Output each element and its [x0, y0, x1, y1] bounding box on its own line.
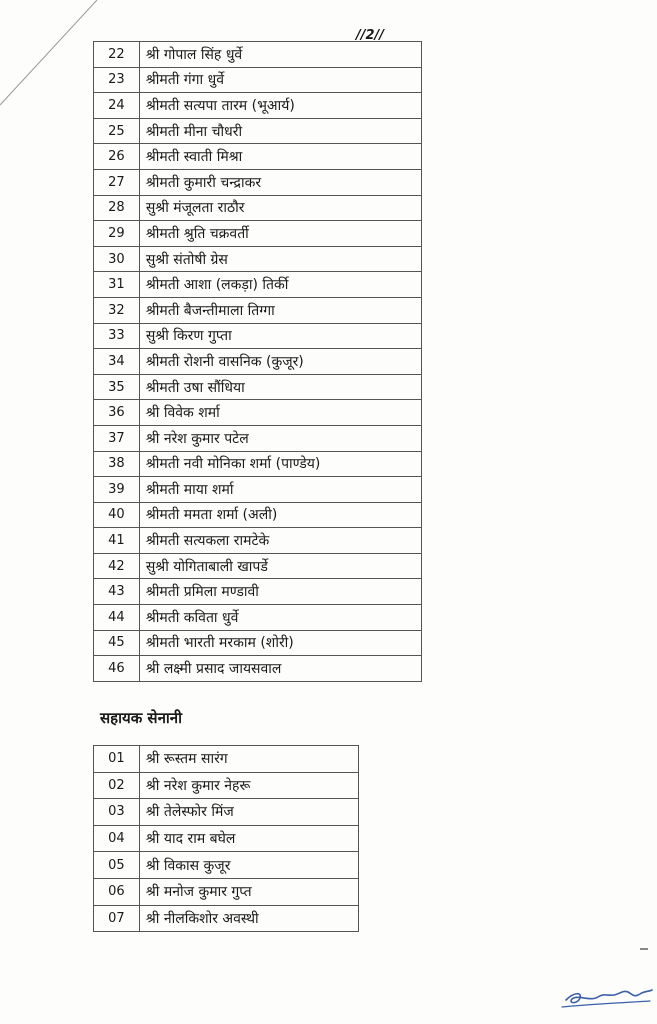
serial-number: 01 — [94, 746, 140, 773]
table-row — [94, 67, 422, 93]
table-row — [94, 323, 422, 349]
table-row — [94, 374, 422, 400]
serial-number: 06 — [94, 878, 140, 905]
serial-number: 39 — [94, 477, 140, 503]
person-name: सुश्री योगिताबाली खापर्डे — [139, 553, 421, 579]
person-name: श्री विवेक शर्मा — [139, 400, 421, 426]
table-row — [94, 905, 359, 932]
person-name: श्रीमती सत्यपा तारम (भूआर्य) — [139, 93, 421, 119]
serial-number: 34 — [94, 349, 140, 375]
table-row — [94, 169, 422, 195]
person-name: श्रीमती नवी मोनिका शर्मा (पाण्डेय) — [139, 451, 421, 477]
page-number: //2// — [356, 28, 385, 43]
person-name: श्रीमती प्रमिला मण्डावी — [139, 579, 421, 605]
page-corner-fold — [0, 0, 100, 110]
table-row — [94, 272, 422, 298]
table-row — [94, 502, 422, 528]
margin-mark — [640, 948, 648, 950]
assistant-roster-table — [93, 745, 359, 932]
person-name: श्रीमती सत्यकला रामटेके — [139, 528, 421, 554]
table-row — [94, 42, 422, 68]
person-name: श्री नीलकिशोर अवस्थी — [139, 905, 358, 932]
person-name: श्रीमती आशा (लकड़ा) तिर्की — [139, 272, 421, 298]
table-row — [94, 799, 359, 826]
serial-number: 36 — [94, 400, 140, 426]
table-row — [94, 746, 359, 773]
table-row — [94, 246, 422, 272]
table-row — [94, 93, 422, 119]
table-row — [94, 553, 422, 579]
table-row — [94, 656, 422, 682]
table-row — [94, 425, 422, 451]
table-row — [94, 825, 359, 852]
person-name: श्री विकास कुजूर — [139, 852, 358, 879]
serial-number: 46 — [94, 656, 140, 682]
person-name: श्रीमती उषा सौंधिया — [139, 374, 421, 400]
serial-number: 41 — [94, 528, 140, 554]
main-roster-table — [93, 41, 422, 682]
table-row — [94, 451, 422, 477]
person-name: श्री गोपाल सिंह धुर्वे — [139, 42, 421, 68]
table-row — [94, 579, 422, 605]
serial-number: 26 — [94, 144, 140, 170]
serial-number: 45 — [94, 630, 140, 656]
person-name: श्री याद राम बघेल — [139, 825, 358, 852]
person-name: श्रीमती माया शर्मा — [139, 477, 421, 503]
table-row — [94, 400, 422, 426]
serial-number: 33 — [94, 323, 140, 349]
person-name: सुश्री मंजूलता राठौर — [139, 195, 421, 221]
person-name: श्रीमती श्रुति चक्रवर्ती — [139, 221, 421, 247]
person-name: श्रीमती मीना चौधरी — [139, 118, 421, 144]
person-name: सुश्री संतोषी ग्रेस — [139, 246, 421, 272]
serial-number: 05 — [94, 852, 140, 879]
serial-number: 32 — [94, 297, 140, 323]
serial-number: 27 — [94, 169, 140, 195]
serial-number: 24 — [94, 93, 140, 119]
table-row — [94, 528, 422, 554]
serial-number: 31 — [94, 272, 140, 298]
person-name: श्रीमती कविता धुर्वे — [139, 605, 421, 631]
table-row — [94, 221, 422, 247]
serial-number: 04 — [94, 825, 140, 852]
table-row — [94, 195, 422, 221]
serial-number: 25 — [94, 118, 140, 144]
serial-number: 44 — [94, 605, 140, 631]
person-name: श्रीमती स्वाती मिश्रा — [139, 144, 421, 170]
serial-number: 38 — [94, 451, 140, 477]
person-name: श्री नरेश कुमार नेहरू — [139, 772, 358, 799]
table-row — [94, 349, 422, 375]
serial-number: 22 — [94, 42, 140, 68]
person-name: श्री तेलेस्फोर मिंज — [139, 799, 358, 826]
serial-number: 28 — [94, 195, 140, 221]
serial-number: 30 — [94, 246, 140, 272]
serial-number: 42 — [94, 553, 140, 579]
person-name: श्री लक्ष्मी प्रसाद जायसवाल — [139, 656, 421, 682]
serial-number: 23 — [94, 67, 140, 93]
table-row — [94, 118, 422, 144]
table-row — [94, 878, 359, 905]
person-name: श्री नरेश कुमार पटेल — [139, 425, 421, 451]
section-heading: सहायक सेनानी — [100, 709, 182, 727]
table-row — [94, 772, 359, 799]
serial-number: 29 — [94, 221, 140, 247]
serial-number: 02 — [94, 772, 140, 799]
person-name: श्रीमती ममता शर्मा (अली) — [139, 502, 421, 528]
table-row — [94, 852, 359, 879]
person-name: श्रीमती रोशनी वासनिक (कुजूर) — [139, 349, 421, 375]
person-name: श्रीमती कुमारी चन्द्राकर — [139, 169, 421, 195]
person-name: श्रीमती बैजन्तीमाला तिग्गा — [139, 297, 421, 323]
person-name: श्री मनोज कुमार गुप्त — [139, 878, 358, 905]
serial-number: 37 — [94, 425, 140, 451]
person-name: श्रीमती गंगा धुर्वे — [139, 67, 421, 93]
table-row — [94, 144, 422, 170]
person-name: सुश्री किरण गुप्ता — [139, 323, 421, 349]
serial-number: 43 — [94, 579, 140, 605]
signature — [560, 980, 655, 1010]
person-name: श्रीमती भारती मरकाम (शोरी) — [139, 630, 421, 656]
serial-number: 40 — [94, 502, 140, 528]
table-row — [94, 477, 422, 503]
serial-number: 35 — [94, 374, 140, 400]
person-name: श्री रूस्तम सारंग — [139, 746, 358, 773]
table-row — [94, 630, 422, 656]
table-row — [94, 605, 422, 631]
serial-number: 07 — [94, 905, 140, 932]
table-row — [94, 297, 422, 323]
serial-number: 03 — [94, 799, 140, 826]
